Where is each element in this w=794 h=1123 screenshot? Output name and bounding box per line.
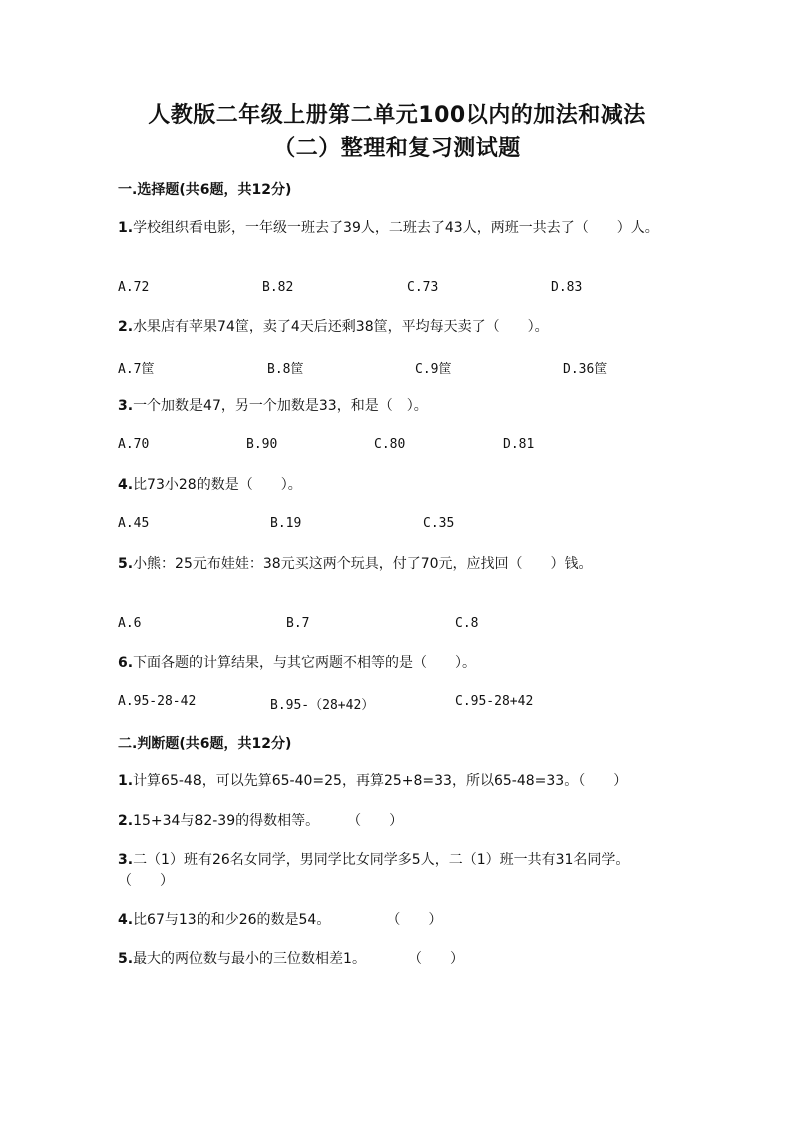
option-a[interactable]: A.7筐 <box>118 362 155 377</box>
option-d[interactable]: D.81 <box>503 437 535 452</box>
judge-question-5 <box>118 949 678 970</box>
question-text: 学校组织看电影，一年级一班去了39人，二班去了43人，两班一共去了（ ）人。 <box>133 220 659 236</box>
question-6 <box>118 653 678 674</box>
question-text: 水果店有苹果74筐，卖了4天后还剩38筐，平均每天卖了（ ）。 <box>133 319 549 335</box>
option-d[interactable]: D.36筐 <box>563 362 608 377</box>
question-number: 1. <box>118 773 134 789</box>
question-2 <box>118 317 678 338</box>
question-number: 5. <box>118 556 134 572</box>
section-heading-judge: 二.判断题(共6题，共12分) <box>118 736 292 752</box>
question-text: 比73小28的数是（ ）。 <box>133 477 302 493</box>
page-title-line1: 人教版二年级上册第二单元100以内的加法和减法 <box>148 103 646 128</box>
question-number: 5. <box>118 951 134 967</box>
section-heading-choice: 一.选择题(共6题，共12分) <box>118 182 292 198</box>
option-b[interactable]: B.19 <box>270 516 302 531</box>
judge-question-4 <box>118 910 678 931</box>
option-c[interactable]: C.9筐 <box>415 362 452 377</box>
options-row-4 <box>0 516 794 536</box>
option-c[interactable]: C.35 <box>423 516 455 531</box>
options-row-2 <box>0 358 794 378</box>
question-5 <box>118 554 678 575</box>
question-text: 一个加数是47，另一个加数是33，和是（ ）。 <box>133 398 428 414</box>
option-c[interactable]: C.80 <box>374 437 406 452</box>
question-number: 2. <box>118 813 134 829</box>
question-number: 6. <box>118 655 134 671</box>
option-a[interactable]: A.45 <box>118 516 150 531</box>
options-row-5 <box>0 616 794 636</box>
question-4 <box>118 475 678 496</box>
option-d[interactable]: D.83 <box>551 280 583 295</box>
question-text: 15+34与82-39的得数相等。 （ ） <box>133 813 404 829</box>
question-number: 2. <box>118 319 134 335</box>
option-b[interactable]: B.90 <box>246 437 278 452</box>
question-1 <box>118 218 678 239</box>
option-a[interactable]: A.70 <box>118 437 150 452</box>
option-a[interactable]: A.95-28-42 <box>118 694 197 709</box>
question-text: 二（1）班有26名女同学，男同学比女同学多5人，二（1）班一共有31名同学。 （ ） <box>118 852 679 889</box>
option-a[interactable]: A.72 <box>118 280 150 295</box>
options-row-3 <box>0 437 794 457</box>
options-row-1 <box>0 280 794 300</box>
question-number: 4. <box>118 477 134 493</box>
question-number: 3. <box>118 398 134 414</box>
option-c[interactable]: C.73 <box>407 280 439 295</box>
question-number: 4. <box>118 912 134 928</box>
option-b[interactable]: B.95-（28+42） <box>270 698 375 713</box>
judge-question-2 <box>118 811 678 832</box>
option-b[interactable]: B.8筐 <box>267 362 304 377</box>
judge-question-1 <box>118 771 678 792</box>
option-c[interactable]: C.8 <box>455 616 479 631</box>
question-text: 最大的两位数与最小的三位数相差1。 （ ） <box>133 951 464 967</box>
question-text: 小熊：25元布娃娃：38元买这两个玩具，付了70元，应找回（ ）钱。 <box>133 556 593 572</box>
option-c[interactable]: C.95-28+42 <box>455 694 534 709</box>
judge-question-3 <box>118 850 678 892</box>
question-text: 计算65-48，可以先算65-40=25，再算25+8=33，所以65-48=33。（ ） <box>133 773 628 789</box>
option-b[interactable]: B.82 <box>262 280 294 295</box>
option-a[interactable]: A.6 <box>118 616 142 631</box>
question-number: 3. <box>118 852 134 868</box>
question-3 <box>118 396 678 417</box>
page-title-line2: （二）整理和复习测试题 <box>273 136 521 161</box>
options-row-6 <box>0 694 794 714</box>
option-b[interactable]: B.7 <box>286 616 310 631</box>
question-text: 比67与13的和少26的数是54。 （ ） <box>133 912 443 928</box>
question-number: 1. <box>118 220 134 236</box>
question-text: 下面各题的计算结果，与其它两题不相等的是（ ）。 <box>133 655 477 671</box>
